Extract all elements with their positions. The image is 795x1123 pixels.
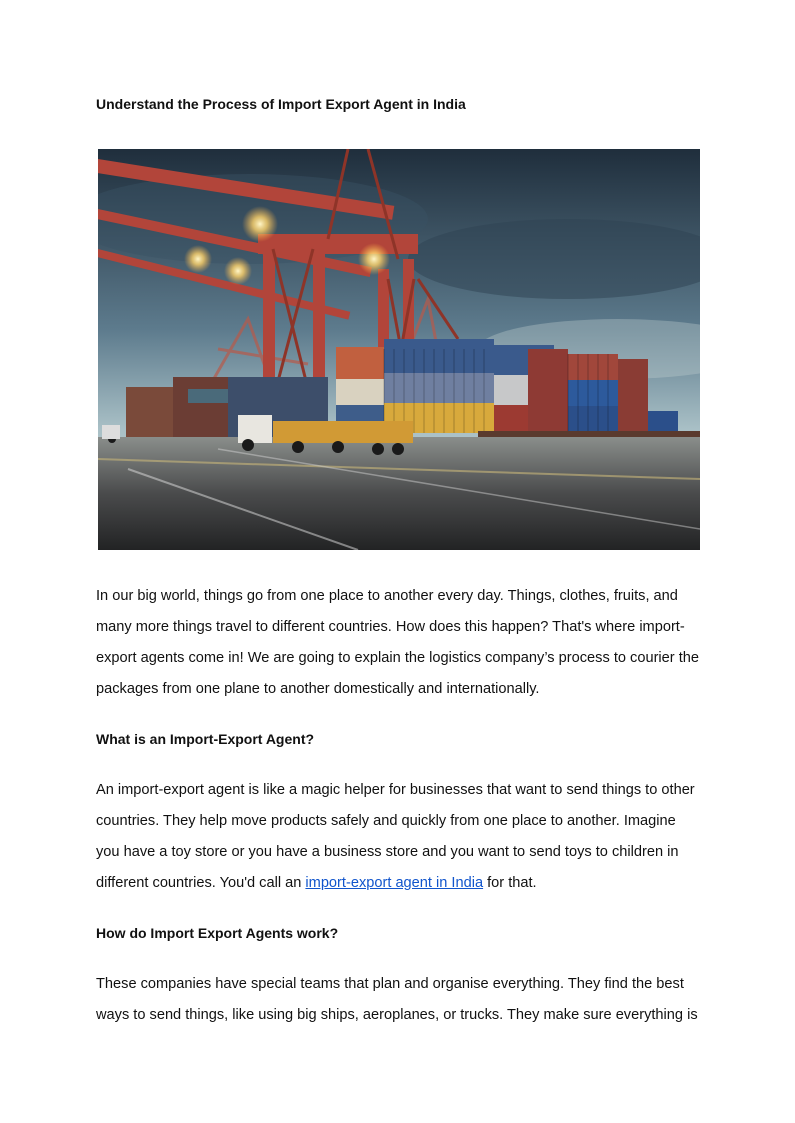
port-container-image <box>98 149 700 550</box>
definition-text-end: for that. <box>483 875 537 891</box>
port-cranes-illustration <box>98 149 700 550</box>
how-paragraph: These companies have special teams that plan and organise everything. They find the best ways to send things, like using big ships, aeroplanes, or trucks. They make sure everything is <box>96 976 698 1023</box>
section-heading-how-work: How do Import Export Agents work? <box>96 925 339 941</box>
section-heading-what-is: What is an Import-Export Agent? <box>96 731 315 747</box>
page-title: Understand the Process of Import Export Agent in India <box>96 96 466 112</box>
definition-text: An import-export agent is like a magic helper for businesses that want to send things to other countries. They help move products safely and quickly from one place to another. Imagine you have a toy store or you have a business store and you want to send toys to children in different countries. You'd call an <box>96 782 695 891</box>
import-export-agent-link[interactable]: import-export agent in India <box>305 875 484 891</box>
intro-paragraph: In our big world, things go from one place to another every day. Things, clothes, fruits, and many more things travel to different countries. How does this happen? That's where import-export agents come in! We are going to explain the logistics company’s process to courier the packages from one plane to another domestically and internationally. <box>96 588 699 697</box>
definition-paragraph <box>96 775 700 899</box>
